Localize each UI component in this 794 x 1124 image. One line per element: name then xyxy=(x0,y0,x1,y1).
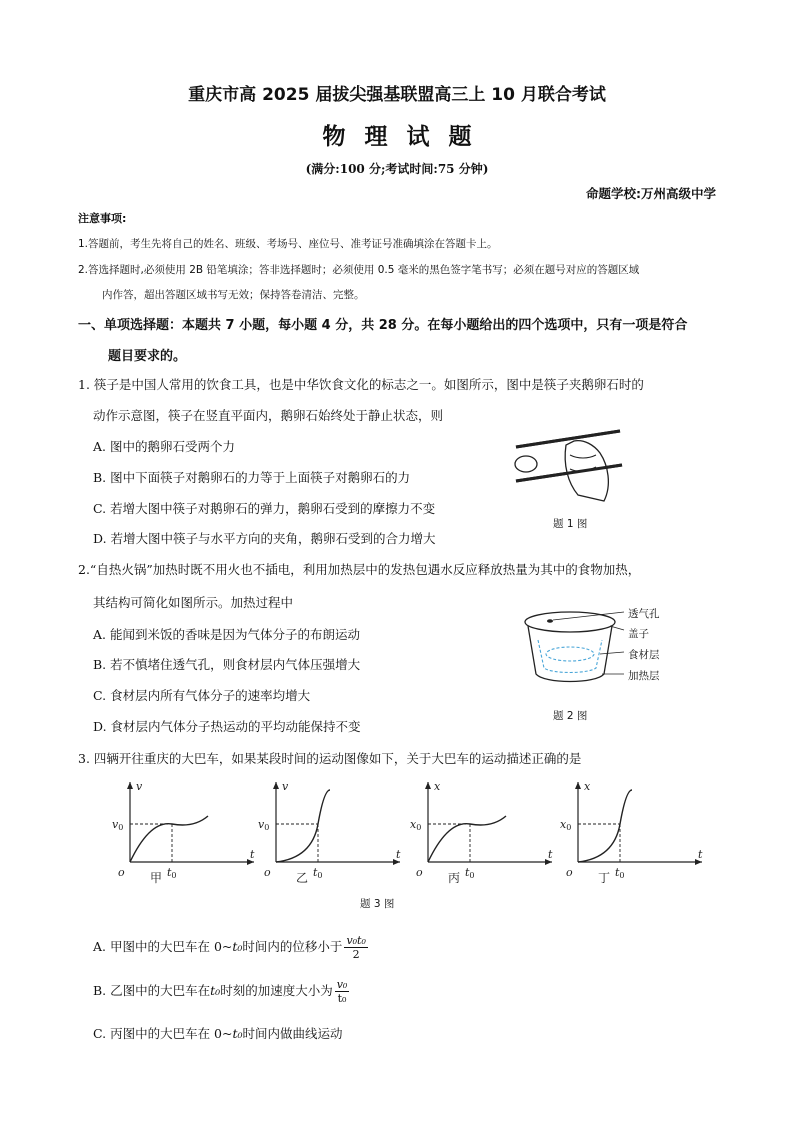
q1-option-c: C. 若增大图中筷子对鹅卵石的弹力，鹅卵石受到的摩擦力不变 xyxy=(93,501,436,516)
fraction-v0-over-t0 xyxy=(335,978,350,1005)
graph-bing xyxy=(410,778,560,888)
fraction-denominator: t₀ xyxy=(337,992,347,1005)
section-heading-cont: 题目要求的。 xyxy=(108,349,187,364)
label-heating-layer: 加热层 xyxy=(628,670,660,682)
y0-label: v0 xyxy=(112,818,124,832)
exam-title: 重庆市高 2025 届拔尖强基联盟高三上 10 月联合考试 xyxy=(188,85,606,105)
t0-symbol: t₀ xyxy=(210,983,221,998)
q3-option-b xyxy=(93,978,349,1005)
fraction-v0t0-over-2 xyxy=(344,934,367,961)
t0-label: t0 xyxy=(465,866,475,880)
y0-label: x0 xyxy=(410,818,422,832)
y-axis-label: x xyxy=(434,780,441,793)
graph-name: 丁 xyxy=(598,871,611,885)
motion-curve xyxy=(130,816,208,862)
q1-caption: 题 1 图 xyxy=(553,518,588,530)
label-lid: 盖子 xyxy=(628,628,649,640)
fraction-denominator: 2 xyxy=(352,948,360,961)
q2-caption: 题 2 图 xyxy=(553,710,588,722)
t-axis-label: t xyxy=(250,848,255,861)
motion-curve xyxy=(276,790,330,862)
note-item-2: 2.答选择题时,必须使用 2B 铅笔填涂；答非选择题时；必须使用 0.5 毫米的黑色签字笔书写；必须在题号对应的答题区域 xyxy=(78,264,640,276)
t0-symbol: t₀ xyxy=(232,1026,243,1041)
t0-label: t0 xyxy=(615,866,625,880)
y-axis-label: x xyxy=(584,780,591,793)
graph-name: 丙 xyxy=(448,871,461,885)
graph-ding xyxy=(560,778,710,888)
q1-option-d: D. 若增大图中筷子与水平方向的夹角，鹅卵石受到的合力增大 xyxy=(93,531,436,546)
y-axis-arrow xyxy=(575,782,581,789)
chopsticks-figure xyxy=(508,425,628,505)
origin-label: o xyxy=(264,866,271,879)
q3-caption: 题 3 图 xyxy=(360,898,395,910)
origin-label: o xyxy=(416,866,423,879)
q3-option-a-mid: 时间内的位移小于 xyxy=(242,939,343,954)
q2-option-a: A. 能闻到米饭的香味是因为气体分子的布朗运动 xyxy=(93,627,360,642)
y-axis-arrow xyxy=(273,782,279,789)
t-axis-label: t xyxy=(396,848,401,861)
q3-option-b-mid: 时刻的加速度大小为 xyxy=(220,983,333,998)
label-food-layer: 食材层 xyxy=(628,649,660,661)
q1-option-b: B. 图中下面筷子对鹅卵石的力等于上面筷子对鹅卵石的力 xyxy=(93,470,411,485)
t-axis-label: t xyxy=(698,848,703,861)
q2-stem-cont: 其结构可简化如图所示。加热过程中 xyxy=(93,595,294,610)
q1-option-a: A. 图中的鹅卵石受两个力 xyxy=(93,439,235,454)
t0-label: t0 xyxy=(167,866,177,880)
q2-stem: 2.“自热火锅”加热时既不用火也不插电，利用加热层中的发热包遇水反应释放热量为其中的食物加热， xyxy=(78,562,641,577)
q3-option-c xyxy=(93,1024,343,1042)
fraction-numerator: v₀t₀ xyxy=(346,934,366,947)
q3-option-c-text: C. 丙图中的大巴车在 0~ xyxy=(93,1026,233,1041)
t0-label: t0 xyxy=(313,866,323,880)
fraction-numerator: v₀ xyxy=(336,978,348,991)
q3-option-a xyxy=(93,934,368,961)
note-item-2-cont: 内作答，超出答题区域书写无效；保持答卷清洁、完整。 xyxy=(102,289,365,301)
q3-stem: 3. 四辆开往重庆的大巴车，如果某段时间的运动图像如下，关于大巴车的运动描述正确的是 xyxy=(78,751,582,766)
exam-meta: (满分:100 分;考试时间:75 分钟) xyxy=(305,162,489,176)
graph-name: 乙 xyxy=(296,871,309,885)
graph-jia xyxy=(112,778,262,888)
q3-option-c-mid: 时间内做曲线运动 xyxy=(242,1026,343,1041)
q2-option-b: B. 若不慎堵住透气孔，则食材层内气体压强增大 xyxy=(93,657,361,672)
q1-stem-cont: 动作示意图，筷子在竖直平面内，鹅卵石始终处于静止状态，则 xyxy=(93,408,444,423)
notes-heading: 注意事项: xyxy=(78,212,127,225)
motion-curve xyxy=(428,816,506,862)
origin-label: o xyxy=(566,866,573,879)
q2-option-d: D. 食材层内气体分子热运动的平均动能保持不变 xyxy=(93,719,361,734)
q2-option-c: C. 食材层内所有气体分子的速率均增大 xyxy=(93,688,311,703)
y0-label: x0 xyxy=(560,818,572,832)
setter-school: 命题学校:万州高级中学 xyxy=(586,186,716,201)
hotpot-figure xyxy=(520,602,630,688)
t0-symbol: t₀ xyxy=(232,939,243,954)
y-axis-arrow xyxy=(127,782,133,789)
q3-option-b-text: B. 乙图中的大巴车在 xyxy=(93,983,211,998)
graph-yi xyxy=(258,778,408,888)
y-axis-label: v xyxy=(136,780,143,793)
section-heading: 一、单项选择题：本题共 7 小题，每小题 4 分，共 28 分。在每小题给出的四个选项中，只有一项是符合 xyxy=(78,318,688,333)
q3-option-a-text: A. 甲图中的大巴车在 0~ xyxy=(93,939,233,954)
y-axis-arrow xyxy=(425,782,431,789)
origin-label: o xyxy=(118,866,125,879)
label-vent-hole: 透气孔 xyxy=(628,608,660,620)
motion-curve xyxy=(578,790,632,862)
q1-stem: 1. 筷子是中国人常用的饮食工具，也是中华饮食文化的标志之一。如图所示，图中是筷子夹鹅卵石时的 xyxy=(78,377,644,392)
graph-name: 甲 xyxy=(150,871,163,885)
subject-title: 物理试题 xyxy=(322,124,491,150)
note-item-1: 1.答题前，考生先将自己的姓名、班级、考场号、座位号、准考证号准确填涂在答题卡上。 xyxy=(78,238,498,250)
y0-label: v0 xyxy=(258,818,270,832)
y-axis-label: v xyxy=(282,780,289,793)
t-axis-label: t xyxy=(548,848,553,861)
